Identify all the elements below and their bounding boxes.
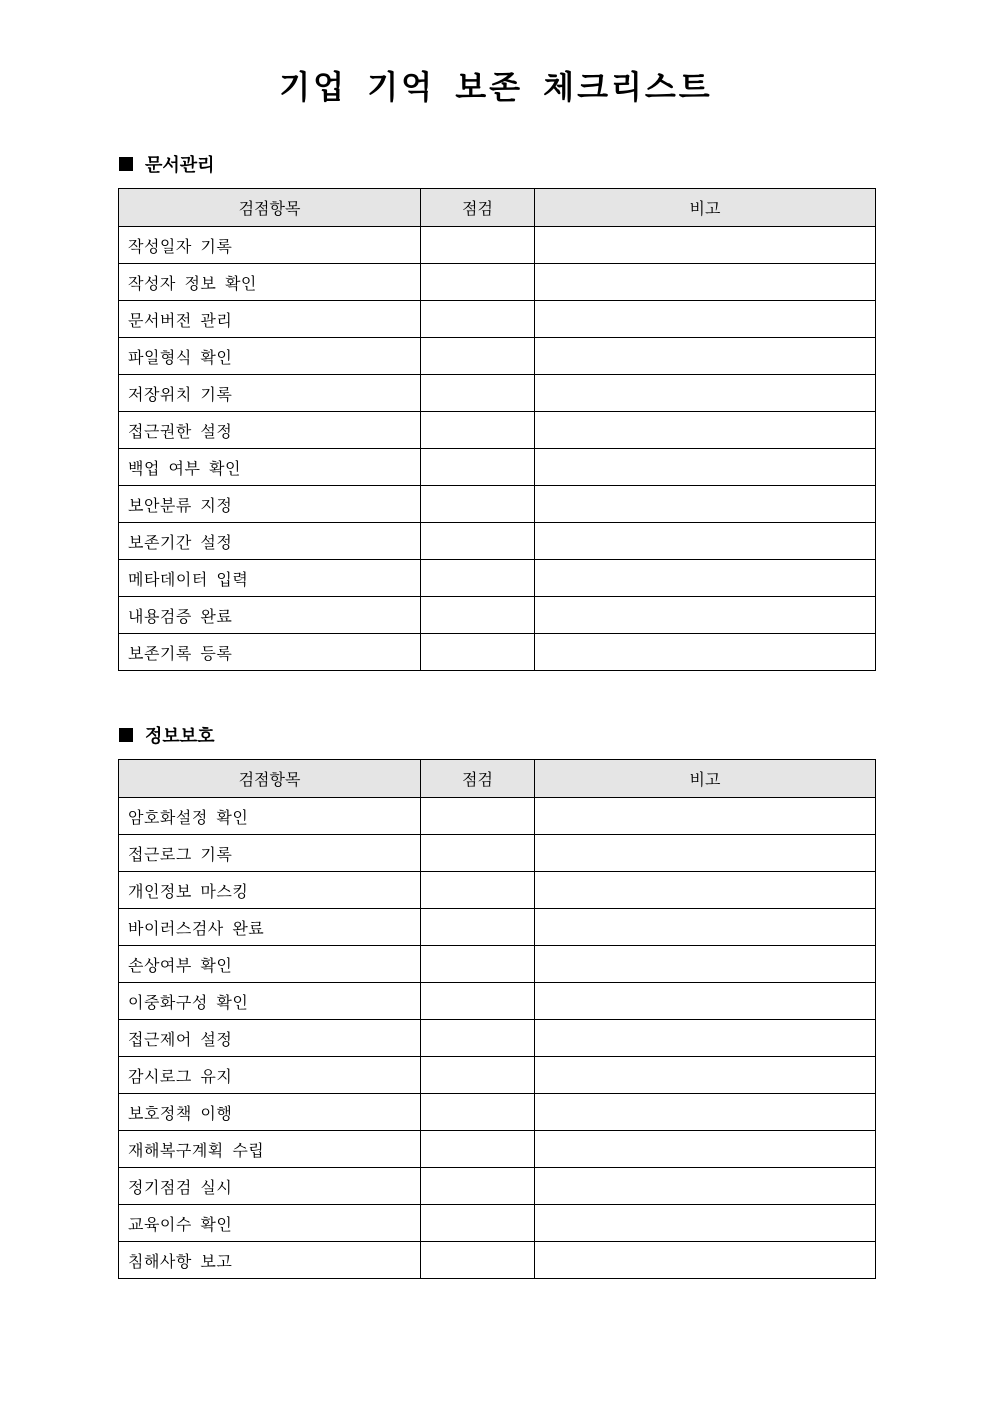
table-row (119, 560, 876, 597)
note-cell[interactable] (535, 560, 876, 597)
check-cell[interactable] (421, 1131, 535, 1168)
note-cell[interactable] (535, 909, 876, 946)
check-cell[interactable] (421, 1168, 535, 1205)
check-cell[interactable] (421, 560, 535, 597)
table-row (119, 486, 876, 523)
check-cell[interactable] (421, 1020, 535, 1057)
table-header-row (119, 189, 876, 227)
note-cell[interactable] (535, 835, 876, 872)
column-header-item: 검점항목 (119, 760, 421, 798)
item-cell: 침해사항 보고 (119, 1242, 421, 1279)
check-cell[interactable] (421, 412, 535, 449)
table-row (119, 798, 876, 835)
table-row (119, 1094, 876, 1131)
note-cell[interactable] (535, 946, 876, 983)
table-row (119, 1131, 876, 1168)
item-cell: 보호정책 이행 (119, 1094, 421, 1131)
table-row (119, 1057, 876, 1094)
table-row (119, 597, 876, 634)
item-cell: 교육이수 확인 (119, 1205, 421, 1242)
table-row (119, 1205, 876, 1242)
item-cell: 보존기록 등록 (119, 634, 421, 671)
check-cell[interactable] (421, 449, 535, 486)
check-cell[interactable] (421, 1094, 535, 1131)
checklist-table-information-protection (118, 759, 876, 1279)
item-cell: 메타데이터 입력 (119, 560, 421, 597)
check-cell[interactable] (421, 1242, 535, 1279)
check-cell[interactable] (421, 835, 535, 872)
table-row (119, 946, 876, 983)
check-cell[interactable] (421, 338, 535, 375)
note-cell[interactable] (535, 486, 876, 523)
checklist-table-document-management (118, 188, 876, 671)
table-row (119, 835, 876, 872)
item-cell: 접근제어 설정 (119, 1020, 421, 1057)
check-cell[interactable] (421, 301, 535, 338)
note-cell[interactable] (535, 983, 876, 1020)
table-row (119, 227, 876, 264)
note-cell[interactable] (535, 1020, 876, 1057)
table-row (119, 412, 876, 449)
column-header-check: 점검 (421, 189, 535, 227)
item-cell: 보존기간 설정 (119, 523, 421, 560)
table-row (119, 1242, 876, 1279)
black-square-icon (119, 728, 133, 742)
item-cell: 내용검증 완료 (119, 597, 421, 634)
item-cell: 보안분류 지정 (119, 486, 421, 523)
note-cell[interactable] (535, 798, 876, 835)
section-heading-information-protection (119, 722, 215, 748)
column-header-note: 비고 (535, 189, 876, 227)
item-cell: 감시로그 유지 (119, 1057, 421, 1094)
item-cell: 접근로그 기록 (119, 835, 421, 872)
check-cell[interactable] (421, 523, 535, 560)
table-row (119, 264, 876, 301)
table-row (119, 338, 876, 375)
table-row (119, 375, 876, 412)
note-cell[interactable] (535, 264, 876, 301)
table-row (119, 301, 876, 338)
item-cell: 개인정보 마스킹 (119, 872, 421, 909)
table-row (119, 449, 876, 486)
note-cell[interactable] (535, 872, 876, 909)
table-row (119, 634, 876, 671)
note-cell[interactable] (535, 634, 876, 671)
note-cell[interactable] (535, 301, 876, 338)
item-cell: 파일형식 확인 (119, 338, 421, 375)
section-heading-document-management (119, 151, 215, 177)
check-cell[interactable] (421, 798, 535, 835)
item-cell: 재해복구계획 수립 (119, 1131, 421, 1168)
note-cell[interactable] (535, 523, 876, 560)
item-cell: 문서버전 관리 (119, 301, 421, 338)
check-cell[interactable] (421, 375, 535, 412)
note-cell[interactable] (535, 338, 876, 375)
table-row (119, 1020, 876, 1057)
check-cell[interactable] (421, 1057, 535, 1094)
note-cell[interactable] (535, 1057, 876, 1094)
item-cell: 손상여부 확인 (119, 946, 421, 983)
item-cell: 접근권한 설정 (119, 412, 421, 449)
item-cell: 저장위치 기록 (119, 375, 421, 412)
item-cell: 작성자 정보 확인 (119, 264, 421, 301)
item-cell: 바이러스검사 완료 (119, 909, 421, 946)
table-row (119, 909, 876, 946)
check-cell[interactable] (421, 983, 535, 1020)
check-cell[interactable] (421, 872, 535, 909)
check-cell[interactable] (421, 486, 535, 523)
check-cell[interactable] (421, 1205, 535, 1242)
column-header-check: 점검 (421, 760, 535, 798)
check-cell[interactable] (421, 227, 535, 264)
note-cell[interactable] (535, 412, 876, 449)
column-header-note: 비고 (535, 760, 876, 798)
note-cell[interactable] (535, 597, 876, 634)
item-cell: 정기점검 실시 (119, 1168, 421, 1205)
item-cell: 이중화구성 확인 (119, 983, 421, 1020)
check-cell[interactable] (421, 909, 535, 946)
note-cell[interactable] (535, 1242, 876, 1279)
section-heading-label: 정보보호 (145, 726, 215, 747)
check-cell[interactable] (421, 946, 535, 983)
item-cell: 암호화설정 확인 (119, 798, 421, 835)
check-cell[interactable] (421, 634, 535, 671)
note-cell[interactable] (535, 1168, 876, 1205)
item-cell: 작성일자 기록 (119, 227, 421, 264)
table-row (119, 872, 876, 909)
note-cell[interactable] (535, 449, 876, 486)
table-row (119, 523, 876, 560)
document-title: 기업 기억 보존 체크리스트 (279, 68, 713, 106)
note-cell[interactable] (535, 1094, 876, 1131)
black-square-icon (119, 157, 133, 171)
note-cell[interactable] (535, 1205, 876, 1242)
note-cell[interactable] (535, 227, 876, 264)
column-header-item: 검점항목 (119, 189, 421, 227)
item-cell: 백업 여부 확인 (119, 449, 421, 486)
table-row (119, 983, 876, 1020)
check-cell[interactable] (421, 597, 535, 634)
table-row (119, 1168, 876, 1205)
check-cell[interactable] (421, 264, 535, 301)
note-cell[interactable] (535, 375, 876, 412)
note-cell[interactable] (535, 1131, 876, 1168)
table-header-row (119, 760, 876, 798)
section-heading-label: 문서관리 (145, 155, 215, 176)
